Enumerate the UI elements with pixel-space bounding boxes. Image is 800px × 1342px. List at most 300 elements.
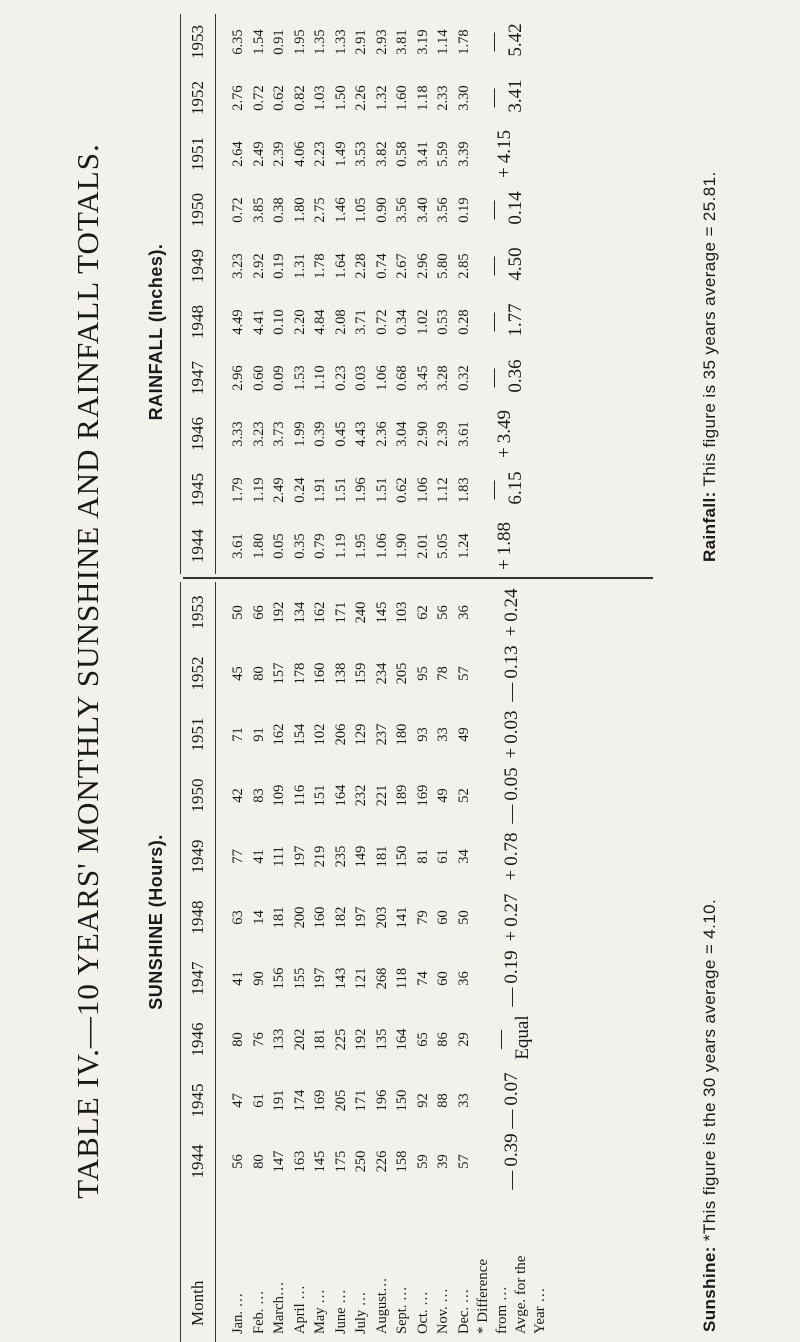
rainfall-cell: 0.39 [312, 421, 328, 447]
sunshine-table-row [216, 582, 249, 1342]
rainfall-year-header: 1949 [181, 238, 216, 294]
month-label: Jan. … [230, 1292, 246, 1334]
sunshine-table-row [310, 582, 331, 1342]
rainfall-cell: 1.64 [332, 253, 349, 279]
rainfall-cell: 0.10 [271, 309, 287, 335]
rainfall-cell: 3.71 [353, 309, 369, 335]
difference-value: 1.77 [505, 303, 526, 337]
sunshine-cell: 205 [394, 662, 410, 685]
sunshine-cell: 109 [271, 784, 287, 807]
rainfall-cell: 3.61 [230, 533, 246, 559]
rainfall-difference-cell [474, 462, 536, 518]
sunshine-cell: 134 [291, 601, 308, 624]
month-label: Feb. … [250, 1290, 267, 1334]
sunshine-table-row [372, 582, 393, 1342]
sunshine-table-row [331, 582, 352, 1342]
rainfall-cell: 0.24 [291, 477, 308, 503]
rainfall-cell: 0.19 [271, 253, 287, 279]
rainfall-table-row [310, 14, 331, 574]
sunshine-cell: 232 [353, 784, 369, 807]
difference-value: 4.50 [505, 247, 526, 281]
rainfall-cell: 0.03 [353, 365, 369, 391]
sunshine-cell: 92 [414, 1093, 431, 1108]
sunshine-table-row [249, 582, 270, 1342]
sunshine-year-header: 1953 [181, 582, 216, 643]
rainfall-cell: 0.72 [230, 197, 246, 223]
rainfall-difference-cell [474, 126, 536, 182]
rainfall-table-row [372, 14, 393, 574]
sunshine-cell: 180 [394, 723, 410, 746]
sunshine-cell: 171 [332, 601, 349, 624]
rainfall-difference-cell [474, 14, 536, 70]
sunshine-cell: 111 [271, 846, 287, 867]
rainfall-year-header: 1951 [181, 126, 216, 182]
sunshine-cell: 178 [291, 662, 308, 685]
sunshine-cell: 33 [435, 727, 451, 742]
month-label: March… [271, 1281, 287, 1334]
difference-sign: — [483, 32, 504, 52]
rainfall-cell: 2.20 [291, 309, 308, 335]
rainfall-cell: 1.24 [455, 533, 472, 559]
rainfall-heading: RAINFALL (Inches). [146, 243, 166, 421]
sunshine-cell: 155 [291, 967, 308, 990]
sunshine-cell: 221 [373, 784, 390, 807]
difference-sign: + [501, 869, 522, 881]
sunshine-cell: 76 [250, 1032, 267, 1047]
sunshine-cell: 197 [312, 967, 328, 990]
rainfall-cell: 0.45 [332, 421, 349, 447]
rainfall-cell: 3.56 [435, 197, 451, 223]
difference-sign: + [501, 625, 522, 637]
rainfall-cell: 1.19 [250, 477, 267, 503]
rainfall-table-row [331, 14, 352, 574]
sunshine-cell: 159 [353, 662, 369, 685]
sunshine-cell: 175 [332, 1150, 349, 1173]
sunshine-cell: 56 [435, 605, 451, 620]
rainfall-cell: 2.75 [312, 197, 328, 223]
rainfall-cell: 2.26 [353, 85, 369, 111]
rainfall-cell: 1.78 [312, 253, 328, 279]
rainfall-cell: 1.60 [394, 85, 410, 111]
month-label: Nov. … [435, 1288, 451, 1334]
sunshine-cell: 41 [230, 971, 246, 986]
rainfall-year-header: 1950 [181, 182, 216, 238]
rainfall-year-header: 1945 [181, 462, 216, 518]
sunshine-difference-cell [474, 887, 550, 948]
sunshine-cell: 203 [373, 906, 390, 929]
rainfall-cell: 0.53 [435, 309, 451, 335]
rainfall-cell: 1.54 [250, 29, 267, 55]
sunshine-cell: 102 [312, 723, 328, 746]
sunshine-year-header: 1951 [181, 704, 216, 765]
sunshine-cell: 80 [250, 1154, 267, 1169]
rainfall-cell: 0.35 [291, 533, 308, 559]
rainfall-cell: 1.03 [312, 85, 328, 111]
rainfall-cell: 1.12 [435, 477, 451, 503]
sunshine-cell: 66 [250, 605, 267, 620]
rainfall-cell: 0.19 [455, 197, 472, 223]
rainfall-cell: 3.30 [455, 85, 472, 111]
sunshine-cell: 225 [332, 1028, 349, 1051]
rainfall-cell: 1.90 [394, 533, 410, 559]
difference-sign: + [501, 747, 522, 759]
rainfall-cell: 3.61 [455, 421, 472, 447]
difference-sign: + [494, 447, 515, 458]
month-label: June … [332, 1289, 349, 1334]
rainfall-cell: 0.62 [394, 477, 410, 503]
rainfall-cell: 3.40 [414, 197, 431, 223]
difference-value: 0.14 [505, 191, 526, 225]
rainfall-cell: 1.79 [230, 477, 246, 503]
sunshine-table [180, 582, 550, 1342]
difference-sign: — [483, 312, 504, 332]
rainfall-year-header: 1946 [181, 406, 216, 462]
sunshine-cell: 135 [373, 1028, 390, 1051]
rainfall-cell: 0.91 [271, 29, 287, 55]
sunshine-cell: 60 [435, 971, 451, 986]
difference-sign: — [483, 368, 504, 388]
sunshine-cell: 86 [435, 1032, 451, 1047]
sunshine-cell: 91 [250, 727, 267, 742]
sunshine-cell: 182 [332, 906, 349, 929]
difference-value: 0.27 [501, 893, 522, 927]
rainfall-cell: 2.39 [435, 421, 451, 447]
sunshine-cell: 181 [373, 845, 390, 868]
month-label: April … [291, 1285, 308, 1334]
sunshine-cell: 33 [455, 1093, 472, 1108]
rainfall-cell: 3.82 [373, 141, 390, 167]
month-label: July … [353, 1291, 369, 1334]
rainfall-cell: 4.41 [250, 309, 267, 335]
rainfall-cell: 5.59 [435, 141, 451, 167]
rainfall-cell: 2.90 [414, 421, 431, 447]
rainfall-cell: 2.96 [230, 365, 246, 391]
sunshine-cell: 45 [230, 666, 246, 681]
rainfall-cell: 2.36 [373, 421, 390, 447]
sunshine-cell: 74 [414, 971, 431, 986]
sunshine-cell: 61 [250, 1093, 267, 1108]
sunshine-cell: 145 [312, 1150, 328, 1173]
sunshine-cell: 234 [373, 662, 390, 685]
sunshine-cell: 196 [373, 1089, 390, 1112]
rainfall-cell: 2.76 [230, 85, 246, 111]
rainfall-cell: 1.51 [332, 477, 349, 503]
rainfall-table-row [249, 14, 270, 574]
rainfall-table-row [290, 14, 311, 574]
sunshine-cell: 121 [353, 967, 369, 990]
rainfall-footnote-text: This figure is 35 years average = 25.81. [700, 171, 719, 487]
sunshine-cell: 80 [250, 666, 267, 681]
rainfall-cell: 1.06 [373, 365, 390, 391]
rainfall-cell: 2.33 [435, 85, 451, 111]
difference-value: 6.15 [505, 471, 526, 505]
rainfall-cell: 1.80 [250, 533, 267, 559]
sunshine-cell: 52 [455, 788, 472, 803]
rainfall-cell: 1.83 [455, 477, 472, 503]
rainfall-cell: 1.35 [312, 29, 328, 55]
sunshine-year-header: 1945 [181, 1070, 216, 1131]
rainfall-cell: 3.81 [394, 29, 410, 55]
rainfall-cell: 0.62 [271, 85, 287, 111]
rainfall-footnote [700, 171, 720, 562]
rainfall-cell: 3.23 [250, 421, 267, 447]
rainfall-cell: 1.32 [373, 85, 390, 111]
sunshine-cell: 174 [291, 1089, 308, 1112]
rainfall-cell: 2.23 [312, 141, 328, 167]
sunshine-difference-cell [474, 826, 550, 887]
rainfall-year-header: 1944 [181, 518, 216, 574]
sunshine-cell: 36 [455, 605, 472, 620]
sunshine-cell: 79 [414, 910, 431, 925]
sunshine-difference-cell [474, 643, 550, 704]
sunshine-cell: 151 [312, 784, 328, 807]
rainfall-difference-cell [474, 406, 536, 462]
rainfall-cell: 1.95 [291, 29, 308, 55]
sunshine-cell: 83 [250, 788, 267, 803]
sunshine-cell: 42 [230, 788, 246, 803]
month-label: August… [373, 1277, 390, 1334]
sunshine-cell: 206 [332, 723, 349, 746]
difference-value: 0.13 [501, 645, 522, 679]
sunshine-table-row [290, 582, 311, 1342]
sunshine-difference-cell [474, 948, 550, 1009]
difference-value: 3.41 [505, 79, 526, 113]
sunshine-year-header: 1949 [181, 826, 216, 887]
rainfall-cell: 1.02 [414, 309, 431, 335]
rainfall-cell: 1.78 [455, 29, 472, 55]
sunshine-cell: 29 [455, 1032, 472, 1047]
difference-sign: — [501, 987, 522, 1007]
difference-value: 0.07 [501, 1072, 522, 1106]
sunshine-footnote-label: Sunshine: [700, 1246, 719, 1332]
sunshine-cell: 50 [230, 605, 246, 620]
rainfall-cell: 2.93 [373, 29, 390, 55]
sunshine-cell: 61 [435, 849, 451, 864]
rainfall-cell: 1.80 [291, 197, 308, 223]
difference-value: 0.36 [505, 359, 526, 393]
rainfall-cell: 2.08 [332, 309, 349, 335]
difference-sign: — [483, 88, 504, 108]
section-divider [183, 578, 653, 580]
rainfall-table-row [454, 14, 475, 574]
rainfall-cell: 3.39 [455, 141, 472, 167]
sunshine-cell: 141 [394, 906, 410, 929]
rainfall-cell: 3.41 [414, 141, 431, 167]
difference-sign: — [490, 1030, 511, 1049]
sunshine-cell: 95 [414, 666, 431, 681]
rainfall-cell: 3.73 [271, 421, 287, 447]
rainfall-difference-cell [474, 70, 536, 126]
sunshine-cell: 200 [291, 906, 308, 929]
difference-value: 5.42 [505, 23, 526, 57]
sunshine-cell: 133 [271, 1028, 287, 1051]
rainfall-cell: 2.96 [414, 253, 431, 279]
difference-value: 0.19 [501, 950, 522, 984]
sunshine-cell: 192 [271, 601, 287, 624]
sunshine-cell: 169 [312, 1089, 328, 1112]
difference-value: 4.15 [494, 130, 515, 164]
rainfall-difference-cell [474, 182, 536, 238]
rainfall-year-header: 1948 [181, 294, 216, 350]
sunshine-difference-cell [474, 1009, 550, 1070]
difference-value: Equal [512, 1015, 533, 1060]
sunshine-cell: 34 [455, 849, 472, 864]
rainfall-cell: 2.28 [353, 253, 369, 279]
sunshine-cell: 157 [271, 662, 287, 685]
sunshine-cell: 226 [373, 1150, 390, 1173]
rainfall-cell: 3.33 [230, 421, 246, 447]
rainfall-cell: 0.32 [455, 365, 472, 391]
difference-label-line: from … [494, 1286, 510, 1334]
difference-sign: — [501, 1170, 522, 1190]
rainfall-cell: 1.06 [414, 477, 431, 503]
sunshine-cell: 129 [353, 723, 369, 746]
sunshine-cell: 164 [332, 784, 349, 807]
rainfall-difference-row [474, 14, 536, 574]
rainfall-cell: 3.53 [353, 141, 369, 167]
sunshine-cell: 116 [291, 784, 308, 807]
sunshine-cell: 158 [394, 1150, 410, 1173]
rainfall-cell: 3.23 [230, 253, 246, 279]
sunshine-difference-cell [474, 1070, 550, 1131]
rainfall-cell: 4.43 [353, 421, 369, 447]
sunshine-cell: 39 [435, 1154, 451, 1169]
rainfall-cell: 1.19 [332, 533, 349, 559]
sunshine-cell: 80 [230, 1032, 246, 1047]
sunshine-cell: 47 [230, 1093, 246, 1108]
rainfall-cell: 1.31 [291, 253, 308, 279]
sunshine-cell: 71 [230, 727, 246, 742]
difference-value: 0.24 [501, 588, 522, 622]
difference-value: 0.05 [501, 767, 522, 801]
sunshine-cell: 192 [353, 1028, 369, 1051]
difference-sign: — [483, 200, 504, 220]
sunshine-year-header: 1946 [181, 1009, 216, 1070]
sunshine-year-header: 1952 [181, 643, 216, 704]
sunshine-table-row [269, 582, 290, 1342]
sunshine-cell: 268 [373, 967, 390, 990]
sunshine-cell: 197 [291, 845, 308, 868]
rainfall-cell: 6.35 [230, 29, 246, 55]
sunshine-cell: 77 [230, 849, 246, 864]
sunshine-cell: 150 [394, 1089, 410, 1112]
rainfall-table-body [216, 14, 537, 574]
sunshine-cell: 160 [312, 906, 328, 929]
rainfall-header-row [181, 14, 216, 574]
sunshine-cell: 59 [414, 1154, 431, 1169]
rainfall-cell: 1.46 [332, 197, 349, 223]
sunshine-difference-cell [474, 704, 550, 765]
rainfall-cell: 0.60 [250, 365, 267, 391]
difference-value: 0.03 [501, 710, 522, 744]
sunshine-table-row [413, 582, 434, 1342]
sunshine-cell: 189 [394, 784, 410, 807]
rainfall-cell: 3.04 [394, 421, 410, 447]
rainfall-cell: 2.91 [353, 29, 369, 55]
rainfall-cell: 0.79 [312, 533, 328, 559]
rainfall-difference-cell [474, 294, 536, 350]
sunshine-cell: 57 [455, 1154, 472, 1169]
rainfall-cell: 3.45 [414, 365, 431, 391]
sunshine-cell: 62 [414, 605, 431, 620]
rainfall-cell: 2.64 [230, 141, 246, 167]
rainfall-table-row [392, 14, 413, 574]
sunshine-cell: 103 [394, 601, 410, 624]
month-label: May … [312, 1289, 328, 1334]
sunshine-year-header: 1944 [181, 1131, 216, 1192]
rainfall-cell: 1.96 [353, 477, 369, 503]
rainfall-cell: 0.28 [455, 309, 472, 335]
rainfall-cell: 2.49 [250, 141, 267, 167]
difference-sign: — [501, 1109, 522, 1129]
rainfall-cell: 2.49 [271, 477, 287, 503]
rainfall-year-header: 1947 [181, 350, 216, 406]
rainfall-table-row [269, 14, 290, 574]
difference-sign: — [501, 682, 522, 702]
sunshine-cell: 197 [353, 906, 369, 929]
sunshine-table-row [392, 582, 413, 1342]
sunshine-cell: 237 [373, 723, 390, 746]
difference-label [474, 1192, 550, 1342]
rainfall-table-row [433, 14, 454, 574]
sunshine-cell: 63 [230, 910, 246, 925]
sunshine-cell: 81 [414, 849, 431, 864]
rainfall-cell: 0.05 [271, 533, 287, 559]
rainfall-cell: 3.56 [394, 197, 410, 223]
sunshine-cell: 164 [394, 1028, 410, 1051]
rainfall-cell: 4.84 [312, 309, 328, 335]
sunshine-cell: 181 [312, 1028, 328, 1051]
rainfall-cell: 0.74 [373, 253, 390, 279]
rainfall-cell: 1.95 [353, 533, 369, 559]
difference-sign: + [494, 559, 515, 570]
rainfall-difference-cell [474, 350, 536, 406]
rainfall-cell: 1.10 [312, 365, 328, 391]
rainfall-cell: 2.85 [455, 253, 472, 279]
sunshine-cell: 191 [271, 1089, 287, 1112]
sunshine-cell: 205 [332, 1089, 349, 1112]
sunshine-cell: 138 [332, 662, 349, 685]
sunshine-cell: 49 [455, 727, 472, 742]
rainfall-cell: 1.18 [414, 85, 431, 111]
sunshine-cell: 160 [312, 662, 328, 685]
rainfall-cell: 0.90 [373, 197, 390, 223]
sunshine-cell: 90 [250, 971, 267, 986]
rainfall-table [180, 14, 536, 574]
rainfall-cell: 1.05 [353, 197, 369, 223]
sunshine-year-header: 1947 [181, 948, 216, 1009]
sunshine-table-row [454, 582, 475, 1342]
sunshine-cell: 181 [271, 906, 287, 929]
month-label: Sept. … [394, 1286, 410, 1334]
sunshine-header-row [181, 582, 216, 1342]
rainfall-cell: 4.49 [230, 309, 246, 335]
difference-label-line: * Difference [475, 1258, 491, 1334]
sunshine-cell: 56 [230, 1154, 246, 1169]
sunshine-cell: 250 [353, 1150, 369, 1173]
rainfall-year-header: 1953 [181, 14, 216, 70]
rainfall-cell: 5.05 [435, 533, 451, 559]
sunshine-year-header: 1948 [181, 887, 216, 948]
rainfall-cell: 3.85 [250, 197, 267, 223]
rainfall-cell: 0.34 [394, 309, 410, 335]
sunshine-cell: 240 [353, 601, 369, 624]
difference-sign: + [494, 167, 515, 178]
rainfall-cell: 1.99 [291, 421, 308, 447]
sunshine-cell: 57 [455, 666, 472, 681]
rainfall-cell: 1.33 [332, 29, 349, 55]
rainfall-cell: 0.72 [250, 85, 267, 111]
